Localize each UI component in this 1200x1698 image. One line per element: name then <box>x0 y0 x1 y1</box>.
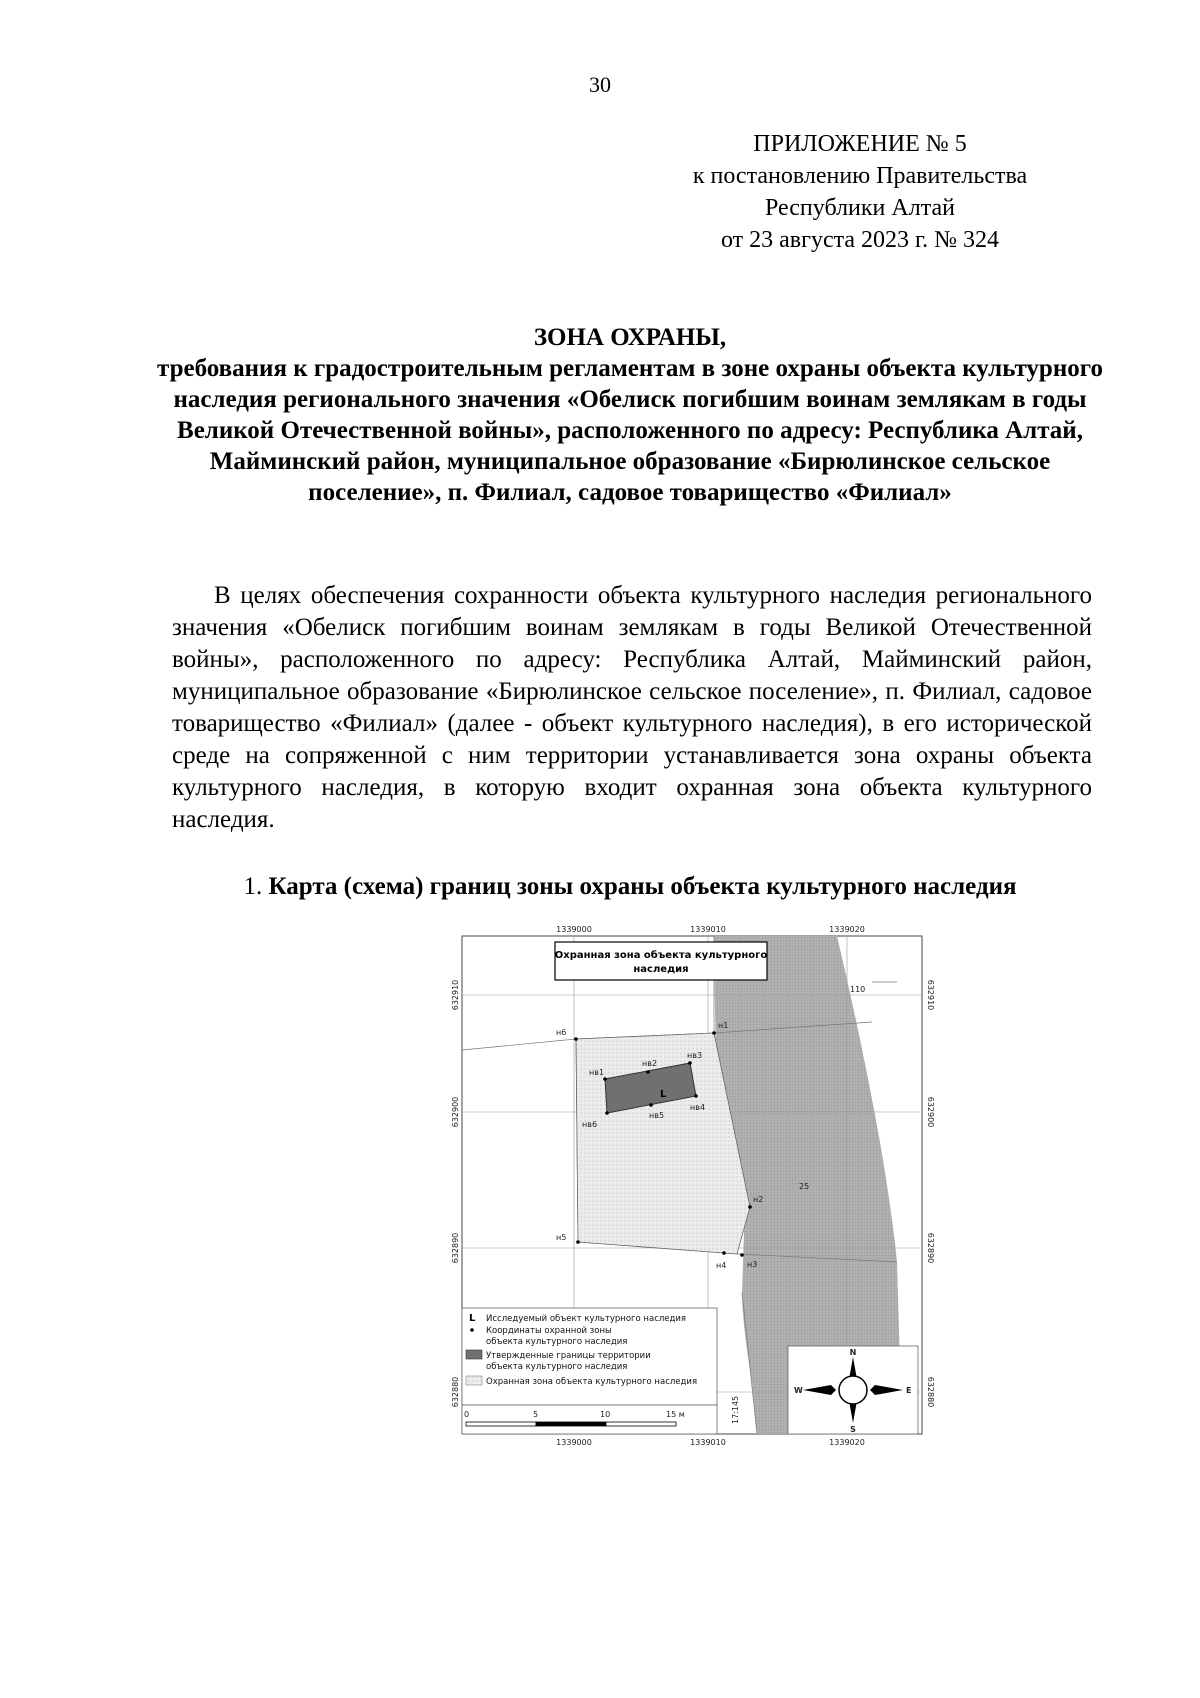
coord-label: 1339020 <box>829 925 865 934</box>
compass-rose <box>788 1346 918 1434</box>
coord-label: 1339020 <box>829 1438 865 1447</box>
coord-label: 1339000 <box>556 1438 592 1447</box>
coord-label: 632890 <box>926 1232 935 1264</box>
point-label: н5 <box>556 1233 567 1242</box>
scale-label: 5 <box>533 1410 539 1419</box>
point-label: нв6 <box>582 1120 598 1129</box>
map-title: наследия <box>633 964 689 975</box>
map-legend <box>462 1308 717 1405</box>
coord-label: 632910 <box>926 979 935 1011</box>
legend-zone-symbol <box>466 1376 482 1385</box>
coord-label: 1339000 <box>556 925 592 934</box>
point-label: нв2 <box>642 1059 658 1068</box>
body-paragraph: В целях обеспечения сохранности объекта культурного наследия регионального значения «Обелиск погибшим воинам землякам в годы Великой Отечественной войны», расположенного по адресу: Республика Алтай, Майминский район, муниципальное образование «Бирюлинское сельское поселение», п. Филиал, садовое товарищество «Филиал» (далее - объект культурного наследия), в его исторической среде на сопряженной с ним территории устанавливается зона охраны объекта культурного наследия, в которую входит охранная зона объекта культурного наследия. <box>172 582 1092 833</box>
section-title-text: Карта (схема) границ зоны охраны объекта культурного наследия <box>268 873 1017 900</box>
legend-object-symbol: L <box>469 1313 476 1324</box>
point-label: н3 <box>747 1260 758 1269</box>
point-label: нв4 <box>690 1103 706 1112</box>
point-label: н6 <box>556 1028 567 1037</box>
legend-point-symbol <box>470 1328 474 1332</box>
compass-s: S <box>850 1425 856 1434</box>
boundary-map <box>451 912 935 1457</box>
compass-e: E <box>906 1386 912 1395</box>
scale-label: 0 <box>464 1410 470 1419</box>
coord-label: 632910 <box>451 979 460 1011</box>
compass-n: N <box>849 1348 857 1357</box>
legend-item: Охранная зона объекта культурного наследия <box>486 1377 698 1387</box>
appendix-line: Республики Алтай <box>765 195 955 221</box>
parcel-label: 25 <box>799 1182 810 1191</box>
legend-item: объекта культурного наследия <box>486 1337 628 1347</box>
point-label: н2 <box>753 1195 764 1204</box>
point-label: нв1 <box>589 1068 605 1077</box>
parcel-label: 17:145 <box>731 1395 740 1424</box>
coord-label: 632890 <box>451 1232 460 1264</box>
coord-label: 1339010 <box>690 925 726 934</box>
point-label: нв5 <box>649 1111 665 1120</box>
scale-label: 15 м <box>666 1410 685 1419</box>
section-number: 1. <box>243 873 263 900</box>
map-title: Охранная зона объекта культурного <box>554 950 768 961</box>
coord-label: 632880 <box>926 1376 935 1408</box>
object-marker: L <box>660 1089 667 1100</box>
legend-item: Координаты охранной зоны <box>486 1326 612 1336</box>
legend-item: Утвержденные границы территории <box>486 1351 651 1361</box>
legend-item: объекта культурного наследия <box>486 1362 628 1372</box>
appendix-line: к постановлению Правительства <box>692 163 1028 189</box>
point-label: н4 <box>716 1261 727 1270</box>
coord-label: 632900 <box>926 1096 935 1128</box>
coord-label: 632880 <box>451 1376 460 1408</box>
parcel-label: 110 <box>850 985 866 994</box>
appendix-date: от 23 августа 2023 г. № 324 <box>720 227 1000 253</box>
coord-label: 1339010 <box>690 1438 726 1447</box>
heading-title: ЗОНА ОХРАНЫ, <box>533 324 727 351</box>
legend-territory-symbol <box>466 1350 482 1359</box>
coord-label: 632900 <box>451 1096 460 1128</box>
scale-bar <box>462 1405 717 1434</box>
appendix-block <box>640 128 1080 256</box>
heading-subtitle: требования к градостроительным регламентам в зоне охраны объекта культурного наследия регионального значения «Обелиск погибшим воинам землякам в годы Великой Отечественной войны», расположенного по адресу: Республика Алтай, Майминский район, муниципальное образование «Бирюлинское сельское поселение», п. Филиал, садовое товарищество «Филиал» <box>157 355 1103 506</box>
point-label: нв3 <box>687 1051 703 1060</box>
document-heading <box>150 322 1110 508</box>
legend-item: Исследуемый объект культурного наследия <box>486 1314 687 1324</box>
point-label: н1 <box>718 1021 729 1030</box>
page-number: 30 <box>589 72 611 97</box>
compass-w: W <box>794 1386 803 1395</box>
section-title <box>150 873 1110 901</box>
appendix-title: ПРИЛОЖЕНИЕ № 5 <box>753 131 967 157</box>
scale-label: 10 <box>600 1410 611 1419</box>
